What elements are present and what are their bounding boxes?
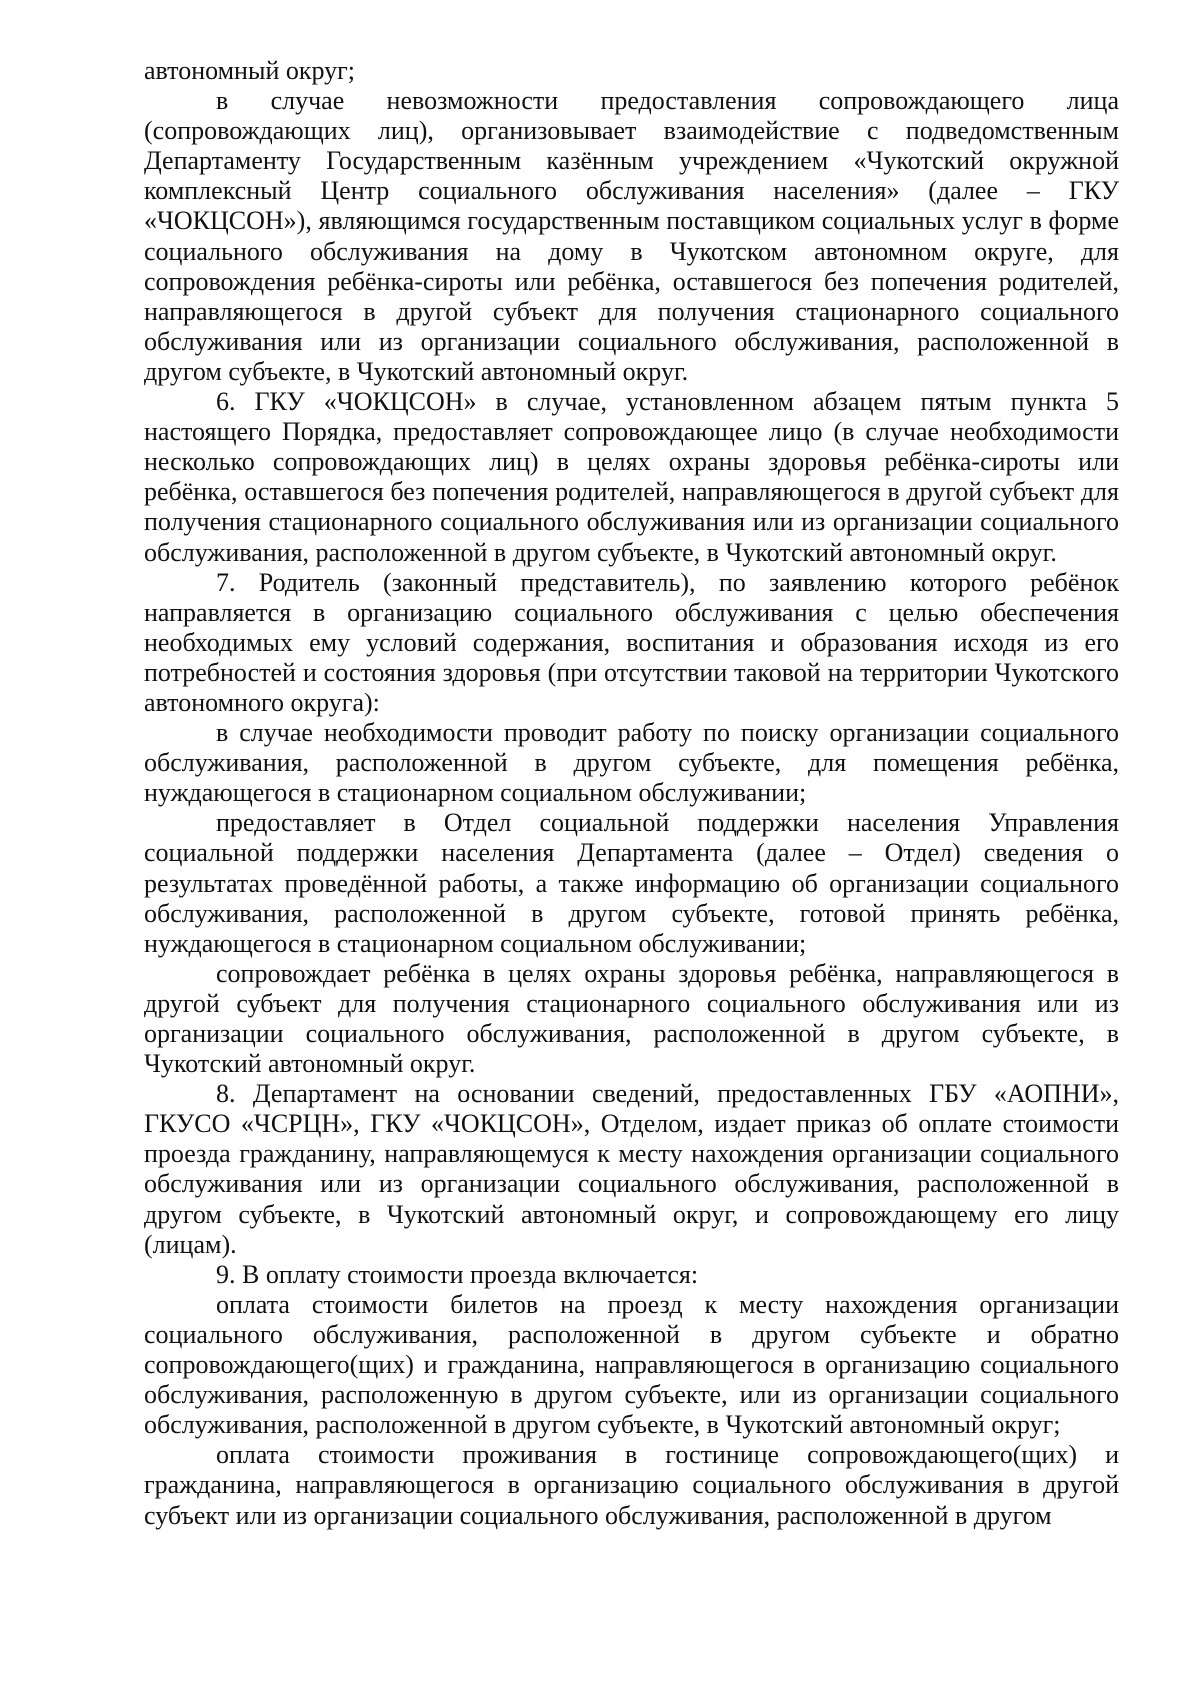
paragraph-item-6: 6. ГКУ «ЧОКЦСОН» в случае, установленном абзацем пятым пункта 5 настоящего Порядка, предоставляет сопровождающее лицо (в случае необходимости несколько сопровождающих лиц) в целях охраны здоровья ребёнка-сироты или ребёнка, оставшегося без попечения родителей, направляющегося в другой субъект для получения стационарного социального обслуживания или из организации социального обслуживания, расположенной в другом субъекте, в Чукотский автономный округ. (144, 387, 1119, 567)
paragraph-continuation: автономный округ; (144, 56, 356, 85)
paragraph-item-9-hotel: оплата стоимости проживания в гостинице сопровождающего(щих) и гражданина, направляющегося в организацию социального обслуживания в другой субъект или из организации социального обслуживания, расположенной в другом (144, 1440, 1119, 1530)
paragraph-item-7-search: в случае необходимости проводит работу по поиску организации социального обслуживания, расположенной в другом субъекте, для помещения ребёнка, нуждающегося в стационарном социальном обслуживании; (144, 718, 1119, 808)
paragraph-item-7-escort: сопровождает ребёнка в целях охраны здоровья ребёнка, направляющегося в другой субъект для получения стационарного социального обслуживания или из организации социального обслуживания, расположенной в другом субъекте, в Чукотский автономный округ. (144, 958, 1119, 1079)
paragraph-item-8: 8. Департамент на основании сведений, предоставленных ГБУ «АОПНИ», ГКУСО «ЧСРЦН», ГКУ «ЧОКЦСОН», Отделом, издает приказ об оплате стоимости проезда гражданину, направляющемуся к месту нахождения организации социального обслуживания или из организации социального обслуживания, расположенной в другом субъекте, в Чукотский автономный округ, и сопровождающему его лицу (лицам). (144, 1079, 1119, 1259)
paragraph-item-9: 9. В оплату стоимости проезда включается: (216, 1259, 699, 1289)
paragraph-escort-interaction: в случае невозможности предоставления сопровождающего лица (сопровождающих лиц), организовывает взаимодействие с подведомственным Департаменту Государственным казённым учреждением «Чукотский окружной комплексный Центр социального обслуживания населения» (далее – ГКУ «ЧОКЦСОН»), являющимся государственным поставщиком социальных услуг в форме социального обслуживания на дому в Чукотском автономном округе, для сопровождения ребёнка-сироты или ребёнка, оставшегося без попечения родителей, направляющегося в другой субъект для получения стационарного социального обслуживания или из организации социального обслуживания, расположенной в другом субъекте, в Чукотский автономный округ. (144, 86, 1119, 386)
paragraph-item-7: 7. Родитель (законный представитель), по заявлению которого ребёнок направляется в организацию социального обслуживания с целью обеспечения необходимых ему условий содержания, воспитания и образования исходя из его потребностей и состояния здоровья (при отсутствии таковой на территории Чукотского автономного округа): (144, 567, 1119, 717)
document-page (144, 56, 1119, 1531)
paragraph-item-7-report: предоставляет в Отдел социальной поддержки населения Управления социальной поддержки населения Департамента (далее – Отдел) сведения о результатах проведённой работы, а также информацию об организации социального обслуживания, расположенной в другом субъекте, готовой принять ребёнка, нуждающегося в стационарном социальном обслуживании; (144, 808, 1119, 958)
paragraph-item-9-tickets: оплата стоимости билетов на проезд к месту нахождения организации социального обслуживания, расположенной в другом субъекте и обратно сопровождающего(щих) и гражданина, направляющегося в организацию социального обслуживания, расположенную в другом субъекте, или из организации социального обслуживания, расположенной в другом субъекте, в Чукотский автономный округ; (144, 1289, 1119, 1440)
